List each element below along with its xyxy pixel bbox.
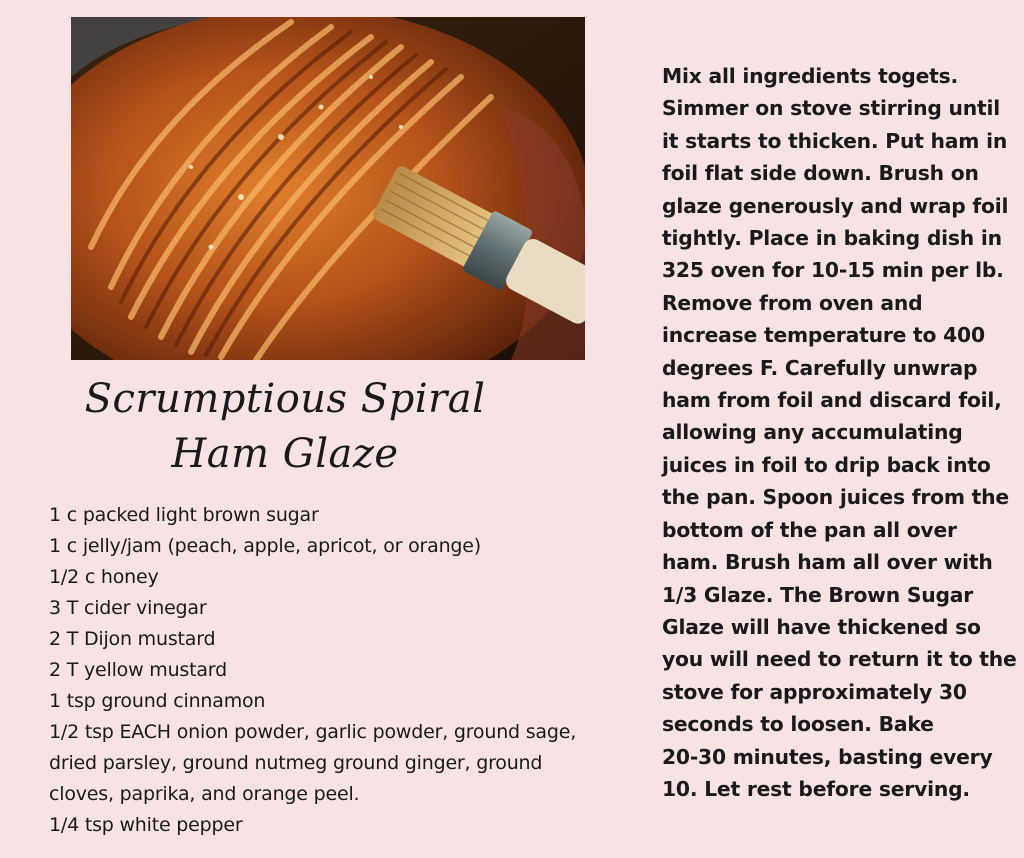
directions-line: bottom of the pan all over xyxy=(662,517,957,542)
ingredient-item: 2 T Dijon mustard xyxy=(49,628,216,650)
ingredient-item: 1 tsp ground cinnamon xyxy=(49,690,266,712)
directions-line: foil flat side down. Brush on xyxy=(662,161,979,186)
directions-text xyxy=(662,60,1017,805)
directions-line: Remove from oven and xyxy=(662,290,923,315)
directions-line: tightly. Place in baking dish in xyxy=(662,226,1002,251)
directions-line: increase temperature to 400 xyxy=(662,323,985,348)
directions-line: the pan. Spoon juices from the xyxy=(662,485,1009,510)
directions-line: Simmer on stove stirring until xyxy=(662,96,1000,121)
ingredient-item: 1/4 tsp white pepper xyxy=(49,814,243,836)
directions-line: seconds to loosen. Bake xyxy=(662,712,934,737)
ingredient-item: 1 c packed light brown sugar xyxy=(49,504,319,526)
ingredient-item: cloves, paprika, and orange peel. xyxy=(49,783,360,805)
directions-line: stove for approximately 30 xyxy=(662,679,967,704)
directions-line: glaze generously and wrap foil xyxy=(662,193,1009,218)
directions-line: allowing any accumulating xyxy=(662,420,963,445)
directions-line: 20-30 minutes, basting every xyxy=(662,744,993,769)
directions-line: 1/3 Glaze. The Brown Sugar xyxy=(662,582,974,607)
directions-line: juices in foil to drip back into xyxy=(662,452,991,477)
glazed-ham-photo xyxy=(71,17,585,360)
ingredient-item: 3 T cider vinegar xyxy=(49,597,207,619)
ingredient-item: 2 T yellow mustard xyxy=(49,659,227,681)
ingredient-item: 1/2 c honey xyxy=(49,566,159,588)
directions-line: Mix all ingredients togets. xyxy=(662,64,959,88)
directions-line: ham. Brush ham all over with xyxy=(662,550,993,575)
recipe-title-line-1: Scrumptious Spiral xyxy=(84,376,486,422)
directions-line: ham from foil and discard foil, xyxy=(662,388,1002,413)
directions-line: you will need to return it to the xyxy=(662,647,1017,672)
directions-line: Glaze will have thickened so xyxy=(662,614,981,639)
directions-line: 325 oven for 10-15 min per lb. xyxy=(662,258,1004,283)
directions-line: it starts to thicken. Put ham in xyxy=(662,128,1008,153)
ingredient-item: 1/2 tsp EACH onion powder, garlic powder, ground sage, xyxy=(49,721,577,743)
ingredient-item: dried parsley, ground nutmeg ground ginger, ground xyxy=(49,752,543,774)
ingredient-list xyxy=(49,500,654,841)
directions-line: 10. Let rest before serving. xyxy=(662,776,970,801)
recipe-title-line-2: Ham Glaze xyxy=(171,431,399,477)
directions-line: degrees F. Carefully unwrap xyxy=(662,355,978,380)
ingredient-item: 1 c jelly/jam (peach, apple, apricot, or orange) xyxy=(49,535,481,557)
recipe-title xyxy=(60,372,510,482)
